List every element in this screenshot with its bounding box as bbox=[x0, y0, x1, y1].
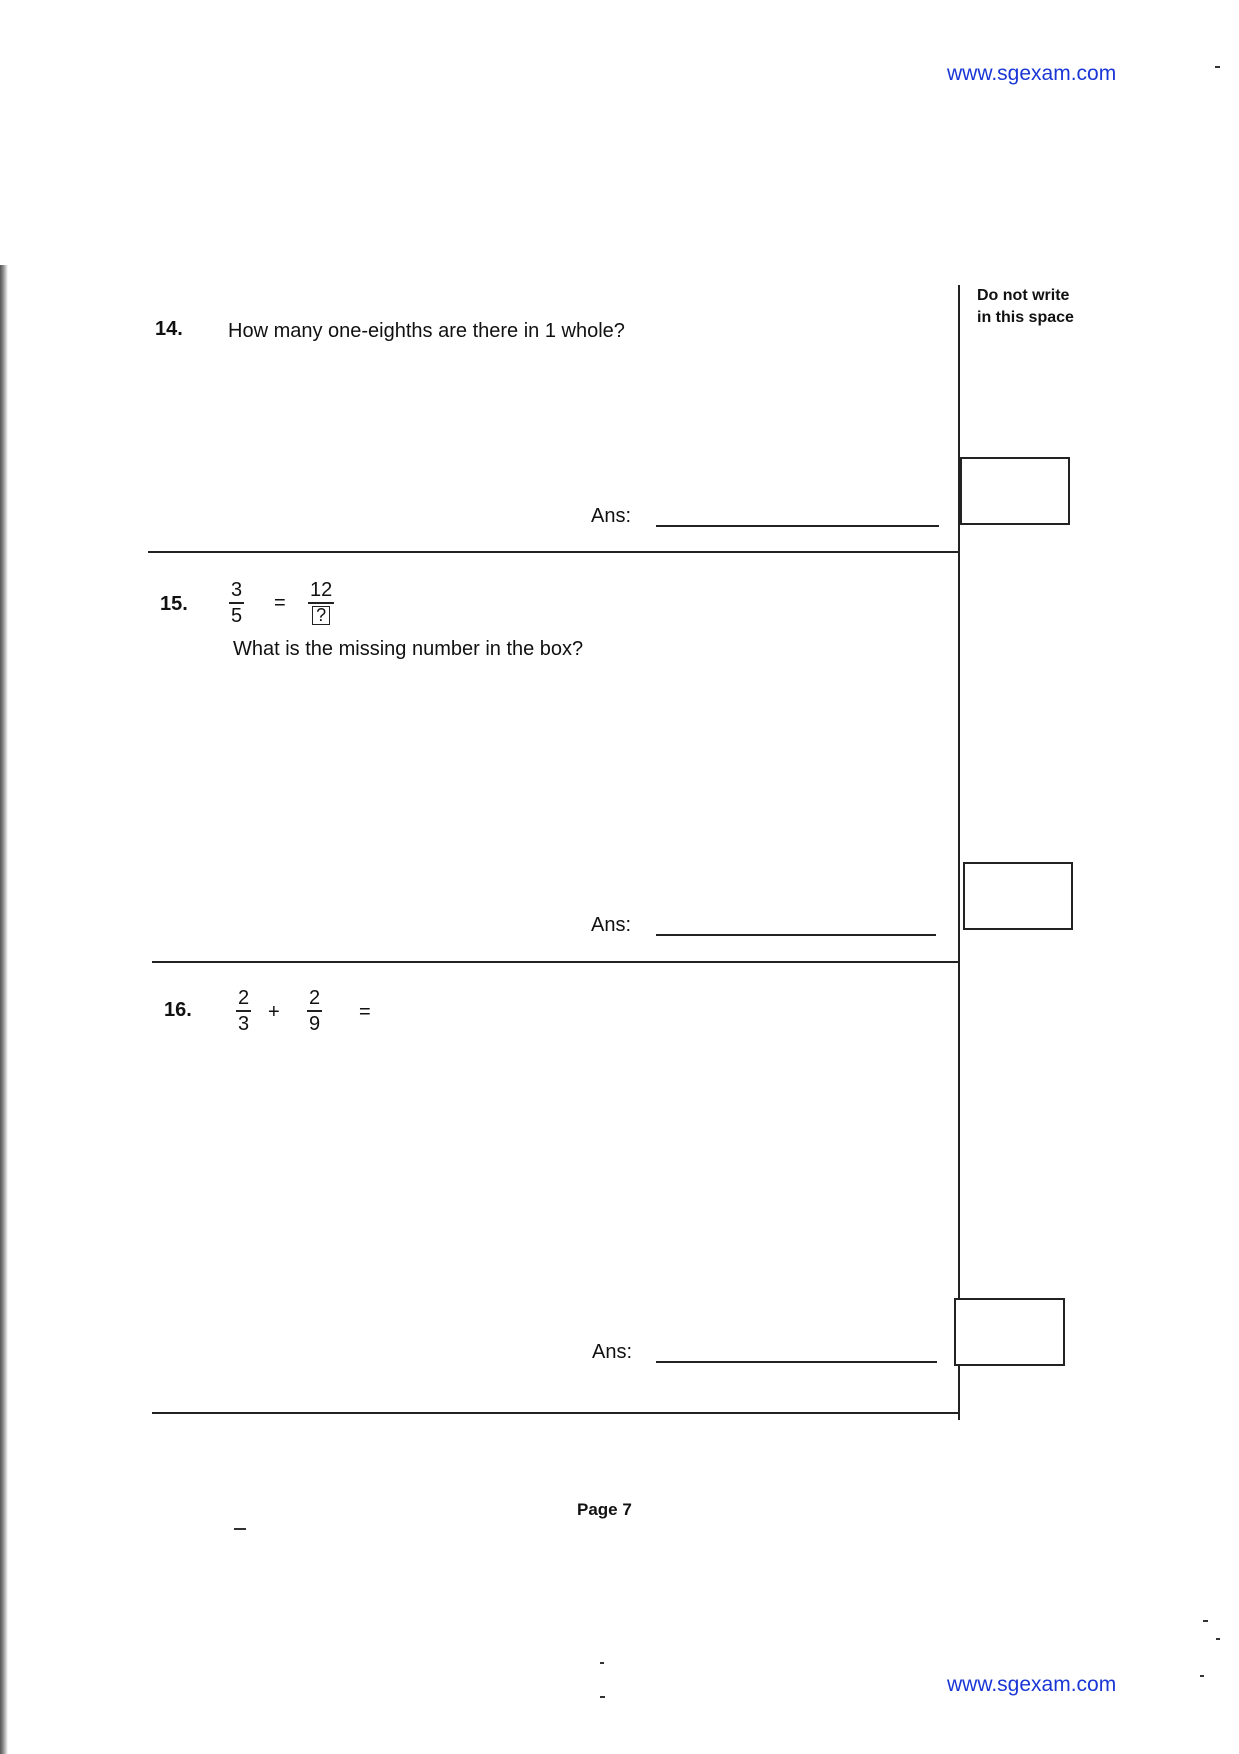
question-text: What is the missing number in the box? bbox=[233, 638, 584, 660]
equals-sign: = bbox=[359, 1001, 371, 1023]
marks-box bbox=[954, 1298, 1065, 1366]
denominator: 9 bbox=[309, 1013, 321, 1035]
question-divider bbox=[152, 1412, 959, 1414]
question-number: 16. bbox=[164, 999, 192, 1021]
question-text: How many one-eighths are there in 1 whole? bbox=[228, 320, 625, 342]
fraction-a bbox=[236, 987, 251, 1035]
answer-label: Ans: bbox=[591, 914, 632, 936]
question-divider bbox=[148, 551, 959, 553]
question-14 bbox=[155, 318, 183, 341]
numerator: 3 bbox=[231, 579, 243, 601]
page-number: Page 7 bbox=[577, 1500, 632, 1519]
question-number: 15. bbox=[160, 593, 188, 615]
footer-url[interactable]: www.sgexam.com bbox=[947, 1673, 1117, 1696]
fraction-left bbox=[229, 579, 244, 627]
margin-note-line2: in this space bbox=[977, 309, 1074, 326]
margin-note bbox=[977, 285, 1074, 329]
scan-edge-shadow bbox=[0, 265, 8, 1754]
scan-mark bbox=[600, 1662, 604, 1664]
marks-box bbox=[963, 862, 1073, 930]
equals-sign: = bbox=[274, 592, 286, 614]
scan-mark bbox=[1200, 1675, 1204, 1677]
question-divider bbox=[152, 961, 959, 963]
numerator: 2 bbox=[309, 987, 321, 1009]
denominator: 3 bbox=[238, 1013, 250, 1035]
scan-mark bbox=[1215, 66, 1220, 68]
scan-mark bbox=[600, 1696, 605, 1698]
answer-line[interactable] bbox=[656, 525, 939, 527]
margin-divider bbox=[958, 285, 960, 1420]
fraction-right bbox=[308, 579, 334, 625]
marks-box bbox=[960, 457, 1070, 525]
answer-label: Ans: bbox=[592, 1341, 633, 1363]
numerator: 2 bbox=[238, 987, 250, 1009]
margin-note-line1: Do not write bbox=[977, 287, 1070, 304]
denominator: 5 bbox=[231, 605, 243, 627]
scan-mark bbox=[1216, 1638, 1220, 1640]
fraction-b bbox=[307, 987, 322, 1035]
answer-label: Ans: bbox=[591, 505, 632, 527]
scan-mark bbox=[234, 1528, 246, 1530]
answer-line[interactable] bbox=[656, 1361, 937, 1363]
question-15 bbox=[160, 593, 188, 616]
plus-sign: + bbox=[268, 1001, 280, 1023]
fraction-bar bbox=[308, 602, 334, 604]
missing-number-box: ? bbox=[312, 606, 330, 625]
scan-mark bbox=[1203, 1620, 1208, 1622]
numerator: 12 bbox=[310, 579, 333, 601]
question-16 bbox=[164, 999, 192, 1022]
question-number: 14. bbox=[155, 318, 183, 340]
answer-line[interactable] bbox=[656, 934, 936, 936]
header-url[interactable]: www.sgexam.com bbox=[947, 62, 1117, 85]
